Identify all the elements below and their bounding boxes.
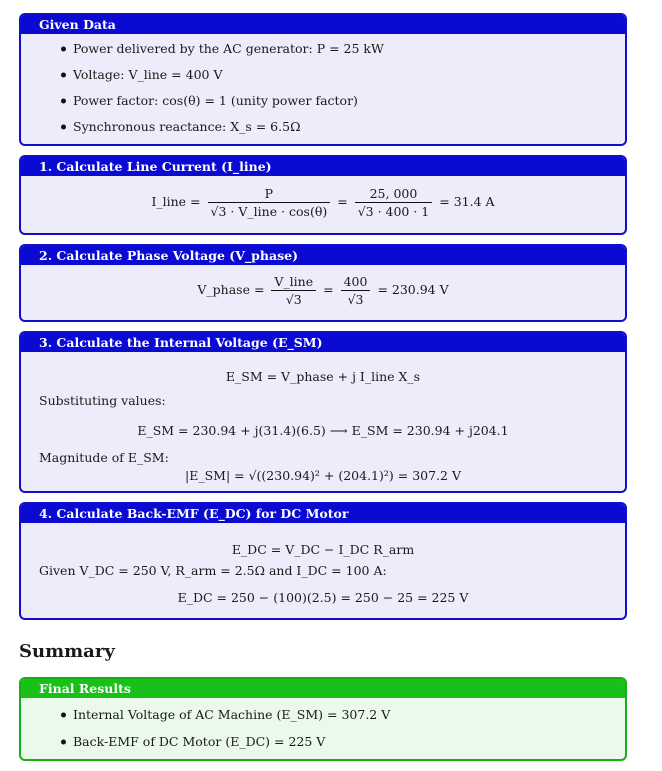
step2-result: = 230.94 V (377, 282, 449, 297)
list-item (21, 88, 625, 114)
step3-magnitude: |E_SM| = √((230.94)² + (204.1)²) = 307.2 V (185, 468, 461, 483)
result-esm-label: Internal Voltage of AC Machine (73, 707, 273, 722)
given-xs-label: Synchronous reactance: (73, 119, 227, 134)
list-item (21, 36, 625, 62)
final-results-box (19, 677, 627, 761)
result-esm-expr: (E_SM) = 307.2 V (276, 707, 391, 722)
step1-fraction-1 (208, 186, 331, 219)
list-item (21, 62, 625, 88)
step2-equation: V_phase = $\frac{\text{V\_line}}{√3}$ = $\frac{400}{√3}$ = 230.94 V (197, 274, 449, 307)
step2-lhs: V_phase = (197, 282, 265, 297)
step4-formula: E_DC = V_DC − I_DC R_arm (231, 542, 415, 557)
step3-formula: E_SM = V_phase + j I_line X_s (225, 369, 421, 384)
step3-title: 3. Calculate the Internal Voltage (E_SM) (21, 333, 625, 352)
given-voltage-label: Voltage: (73, 67, 125, 82)
given-data-title: Given Data (21, 15, 625, 34)
final-results-title: Final Results (21, 679, 625, 698)
result-edc-expr: (E_DC) = 225 V (225, 734, 326, 749)
step1-lhs: I_line = (151, 194, 201, 209)
given-xs-expr: X_s = 6.5Ω (230, 119, 301, 134)
step1-equation: I_line = $\frac{P}{\text{√3 · V\_line · cos(θ)}}$ = $\frac{25, 000}{√3 \cdot 400 \cdot 1}$ = 31.4 A (151, 186, 495, 219)
step2-f2-den: √3 (347, 292, 364, 307)
step1-f1-num: P (208, 186, 331, 203)
step1-f1-den: √3 · V_line · cos(θ) (210, 204, 328, 219)
step4-title: 4. Calculate Back-EMF (E_DC) for DC Motor (21, 504, 625, 523)
given-pf-label: Power factor: (73, 93, 159, 108)
step2-f1-den: √3 (285, 292, 302, 307)
result-edc-label: Back-EMF of DC Motor (73, 734, 222, 749)
step1-box (19, 155, 627, 235)
list-item (21, 114, 625, 140)
given-power-expr: P = 25 kW (316, 41, 384, 56)
list-item (21, 728, 625, 755)
given-power-label: Power delivered by the AC generator: (73, 41, 313, 56)
step4-calc: E_DC = 250 − (100)(2.5) = 250 − 25 = 225 V (177, 590, 469, 605)
step2-title: 2. Calculate Phase Voltage (V_phase) (21, 246, 625, 265)
step1-fraction-2 (355, 186, 433, 219)
step1-f2-den: √3 · 400 · 1 (357, 204, 430, 219)
step2-f2-num: 400 (341, 274, 371, 291)
given-data-list (21, 36, 625, 140)
final-results-list (21, 701, 625, 755)
given-pf-expr: cos(θ) = 1 (unity power factor) (162, 93, 358, 108)
step3-box (19, 331, 627, 493)
list-item (21, 701, 625, 728)
step1-f2-num: 25, 000 (355, 186, 433, 203)
step4-box (19, 502, 627, 620)
given-data-box (19, 13, 627, 146)
step1-result: = 31.4 A (439, 194, 495, 209)
given-voltage-expr: V_line = 400 V (128, 67, 223, 82)
step2-box (19, 244, 627, 322)
step3-substituted: E_SM = 230.94 + j(31.4)(6.5) ⟶ E_SM = 230.94 + j204.1 (137, 423, 509, 438)
step2-f1-num: V_line (271, 274, 316, 291)
step3-substituting-label: Substituting values: (39, 393, 166, 408)
step2-fraction-2 (341, 274, 371, 307)
summary-heading: Summary (19, 641, 115, 662)
step3-magnitude-label: Magnitude of E_SM: (39, 450, 169, 465)
step4-given-line: Given V_DC = 250 V, R_arm = 2.5Ω and I_DC = 100 A: (39, 563, 387, 578)
step2-fraction-1 (271, 274, 316, 307)
step1-title: 1. Calculate Line Current (I_line) (21, 157, 625, 176)
